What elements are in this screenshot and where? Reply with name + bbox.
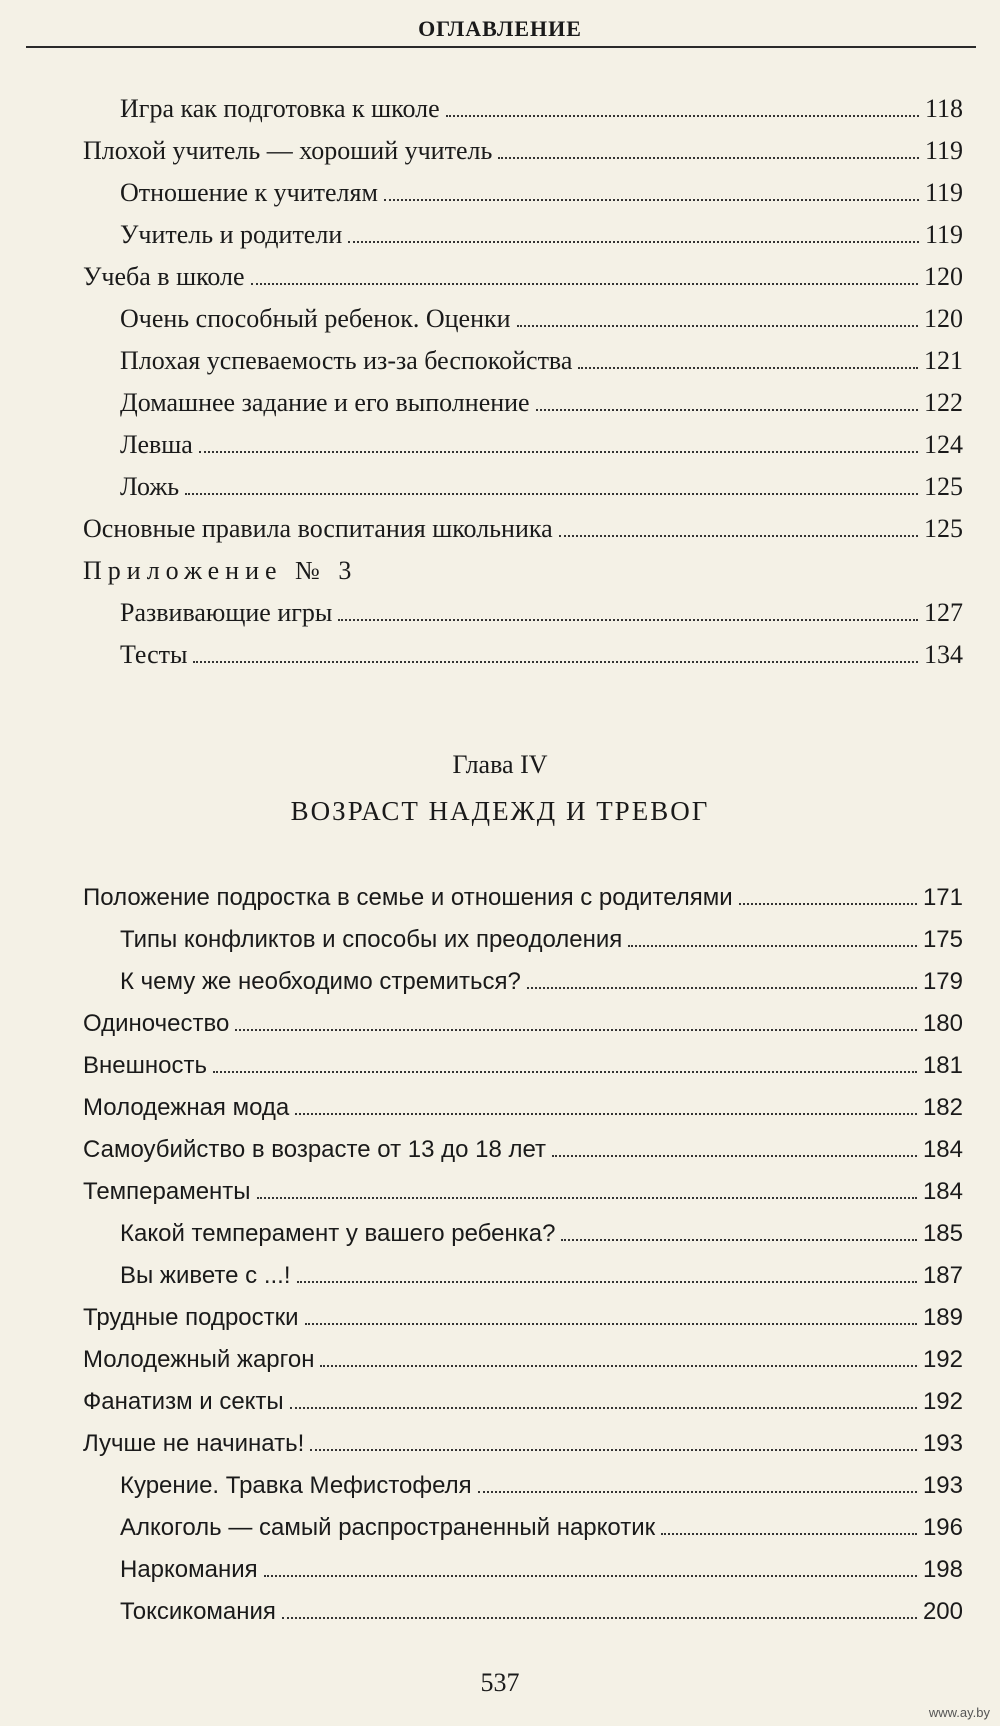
toc-entry-page: 119 bbox=[924, 178, 963, 207]
toc-entry bbox=[83, 208, 963, 250]
page-number: 537 bbox=[480, 1668, 520, 1697]
toc-entry-page: 179 bbox=[922, 968, 963, 995]
toc-entry bbox=[83, 1542, 963, 1584]
toc-entry-page: 182 bbox=[922, 1094, 963, 1121]
toc-entry-title: Основные правила воспитания школьника bbox=[83, 514, 553, 543]
toc-entry-title: Домашнее задание и его выполнение bbox=[120, 388, 530, 417]
toc-list-chapter bbox=[83, 870, 963, 1626]
toc-entry bbox=[83, 460, 963, 502]
toc-entry-page: 125 bbox=[924, 472, 963, 501]
dot-leader bbox=[348, 241, 919, 243]
toc-entry-page: 198 bbox=[922, 1556, 963, 1583]
toc-entry bbox=[83, 1164, 963, 1206]
toc-entry bbox=[83, 502, 963, 544]
toc-entry bbox=[83, 586, 963, 628]
toc-entry bbox=[83, 544, 963, 586]
toc-entry bbox=[83, 82, 963, 124]
toc-entry bbox=[83, 124, 963, 166]
dot-leader bbox=[199, 451, 918, 453]
toc-entry bbox=[83, 996, 963, 1038]
toc-entry bbox=[83, 418, 963, 460]
toc-entry-page: 122 bbox=[924, 388, 963, 417]
toc-entry-page: 175 bbox=[922, 926, 963, 953]
toc-entry-title: Ложь bbox=[120, 472, 180, 501]
dot-leader bbox=[384, 199, 919, 201]
toc-entry-page: 185 bbox=[922, 1220, 963, 1247]
dot-leader bbox=[559, 535, 918, 537]
toc-entry-title: Внешность bbox=[83, 1052, 207, 1079]
toc-entry-page: 187 bbox=[922, 1262, 963, 1289]
toc-entry bbox=[83, 250, 963, 292]
toc-entry-title: Левша bbox=[120, 430, 193, 459]
toc-entry-title: Лучше не начинать! bbox=[83, 1430, 305, 1457]
toc-entry bbox=[83, 1332, 963, 1374]
toc-entry bbox=[83, 954, 963, 996]
toc-entry-page: 192 bbox=[922, 1388, 963, 1415]
toc-entry-page: 124 bbox=[924, 430, 963, 459]
toc-entry-title: Плохая успеваемость из-за беспокойства bbox=[120, 346, 573, 375]
dot-leader bbox=[478, 1491, 917, 1493]
toc-entry-page: 119 bbox=[924, 136, 963, 165]
toc-entry-title: Молодежный жаргон bbox=[83, 1346, 315, 1373]
toc-entry-title: Игра как подготовка к школе bbox=[120, 94, 440, 123]
toc-entry-title: Развивающие игры bbox=[120, 598, 333, 627]
dot-leader bbox=[297, 1281, 917, 1283]
toc-entry bbox=[83, 1584, 963, 1626]
dot-leader bbox=[305, 1323, 917, 1325]
toc-entry-title: Вы живете с ...! bbox=[120, 1262, 291, 1289]
watermark: www.ay.by bbox=[928, 1705, 990, 1720]
dot-leader bbox=[235, 1029, 917, 1031]
dot-leader bbox=[446, 115, 919, 117]
toc-entry-title: Фанатизм и секты bbox=[83, 1388, 284, 1415]
toc-entry-page: 121 bbox=[924, 346, 963, 375]
toc-entry-page: 171 bbox=[922, 884, 963, 911]
toc-entry-title: Самоубийство в возрасте от 13 до 18 лет bbox=[83, 1136, 547, 1163]
toc-entry-page: 120 bbox=[924, 304, 963, 333]
dot-leader bbox=[536, 409, 918, 411]
toc-entry bbox=[83, 1206, 963, 1248]
dot-leader bbox=[185, 493, 918, 495]
dot-leader bbox=[561, 1239, 916, 1241]
toc-entry-title: Курение. Травка Мефистофеля bbox=[120, 1472, 472, 1499]
toc-entry-page: 134 bbox=[924, 640, 963, 669]
dot-leader bbox=[517, 325, 918, 327]
toc-entry-page: 127 bbox=[924, 598, 963, 627]
toc-entry-title: Учитель и родители bbox=[120, 220, 343, 249]
toc-entry-title: Положение подростка в семье и отношения с родителями bbox=[83, 884, 733, 911]
toc-entry-page: 189 bbox=[922, 1304, 963, 1331]
toc-entry bbox=[83, 376, 963, 418]
header-rule bbox=[26, 46, 976, 48]
toc-entry bbox=[83, 1122, 963, 1164]
toc-entry-title: Наркомания bbox=[120, 1556, 258, 1583]
toc-entry-title: Алкоголь — самый распространенный наркотик bbox=[120, 1514, 656, 1541]
dot-leader bbox=[193, 661, 918, 663]
toc-entry-title: К чему же необходимо стремиться? bbox=[120, 968, 521, 995]
toc-entry bbox=[83, 1290, 963, 1332]
dot-leader bbox=[628, 945, 917, 947]
toc-entry-page: 196 bbox=[922, 1514, 963, 1541]
toc-entry bbox=[83, 1038, 963, 1080]
toc-entry-title: Какой темперамент у вашего ребенка? bbox=[120, 1220, 556, 1247]
toc-entry bbox=[83, 1374, 963, 1416]
chapter-title: ВОЗРАСТ НАДЕЖД И ТРЕВОГ bbox=[290, 796, 710, 826]
toc-entry bbox=[83, 1500, 963, 1542]
toc-entry bbox=[83, 1248, 963, 1290]
dot-leader bbox=[739, 903, 917, 905]
toc-entry-title: Темпераменты bbox=[83, 1178, 251, 1205]
toc-entry-title: Учеба в школе bbox=[83, 262, 245, 291]
dot-leader bbox=[338, 619, 918, 621]
dot-leader bbox=[295, 1113, 917, 1115]
dot-leader bbox=[552, 1155, 917, 1157]
toc-entry-title: Одиночество bbox=[83, 1010, 230, 1037]
toc-entry-page: 193 bbox=[922, 1430, 963, 1457]
chapter-number: Глава IV bbox=[452, 750, 548, 779]
toc-entry-title: Типы конфликтов и способы их преодоления bbox=[120, 926, 623, 953]
toc-entry bbox=[83, 628, 963, 670]
toc-entry-title: Трудные подростки bbox=[83, 1304, 299, 1331]
toc-entry-title: Отношение к учителям bbox=[120, 178, 378, 207]
toc-list-continued bbox=[83, 82, 963, 670]
dot-leader bbox=[251, 283, 918, 285]
toc-entry-title: Очень способный ребенок. Оценки bbox=[120, 304, 511, 333]
dot-leader bbox=[310, 1449, 917, 1451]
toc-entry bbox=[83, 292, 963, 334]
toc-entry-title: Тесты bbox=[120, 640, 188, 669]
dot-leader bbox=[213, 1071, 917, 1073]
toc-entry-page: 119 bbox=[924, 220, 963, 249]
toc-entry-page: 181 bbox=[922, 1052, 963, 1079]
toc-entry-page: 193 bbox=[922, 1472, 963, 1499]
toc-entry-page: 192 bbox=[922, 1346, 963, 1373]
dot-leader bbox=[257, 1197, 917, 1199]
running-head: ОГЛАВЛЕНИЕ bbox=[418, 16, 582, 41]
toc-entry-page: 120 bbox=[924, 262, 963, 291]
dot-leader bbox=[282, 1617, 917, 1619]
toc-entry-page: 118 bbox=[924, 94, 963, 123]
dot-leader bbox=[290, 1407, 917, 1409]
toc-entry-title: Приложение № 3 bbox=[83, 556, 358, 585]
toc-entry bbox=[83, 1458, 963, 1500]
toc-entry-page: 125 bbox=[924, 514, 963, 543]
toc-entry bbox=[83, 1416, 963, 1458]
toc-entry bbox=[83, 912, 963, 954]
dot-leader bbox=[498, 157, 919, 159]
dot-leader bbox=[527, 987, 917, 989]
toc-entry bbox=[83, 166, 963, 208]
toc-entry-title: Плохой учитель — хороший учитель bbox=[83, 136, 493, 165]
toc-entry-title: Молодежная мода bbox=[83, 1094, 290, 1121]
toc-entry bbox=[83, 1080, 963, 1122]
toc-entry-page: 184 bbox=[922, 1178, 963, 1205]
toc-entry bbox=[83, 334, 963, 376]
dot-leader bbox=[578, 367, 918, 369]
dot-leader bbox=[661, 1533, 917, 1535]
toc-entry-page: 184 bbox=[922, 1136, 963, 1163]
toc-entry-page: 200 bbox=[922, 1598, 963, 1625]
toc-entry bbox=[83, 870, 963, 912]
dot-leader bbox=[264, 1575, 917, 1577]
toc-entry-page: 180 bbox=[922, 1010, 963, 1037]
dot-leader bbox=[320, 1365, 916, 1367]
toc-entry-title: Токсикомания bbox=[120, 1598, 276, 1625]
